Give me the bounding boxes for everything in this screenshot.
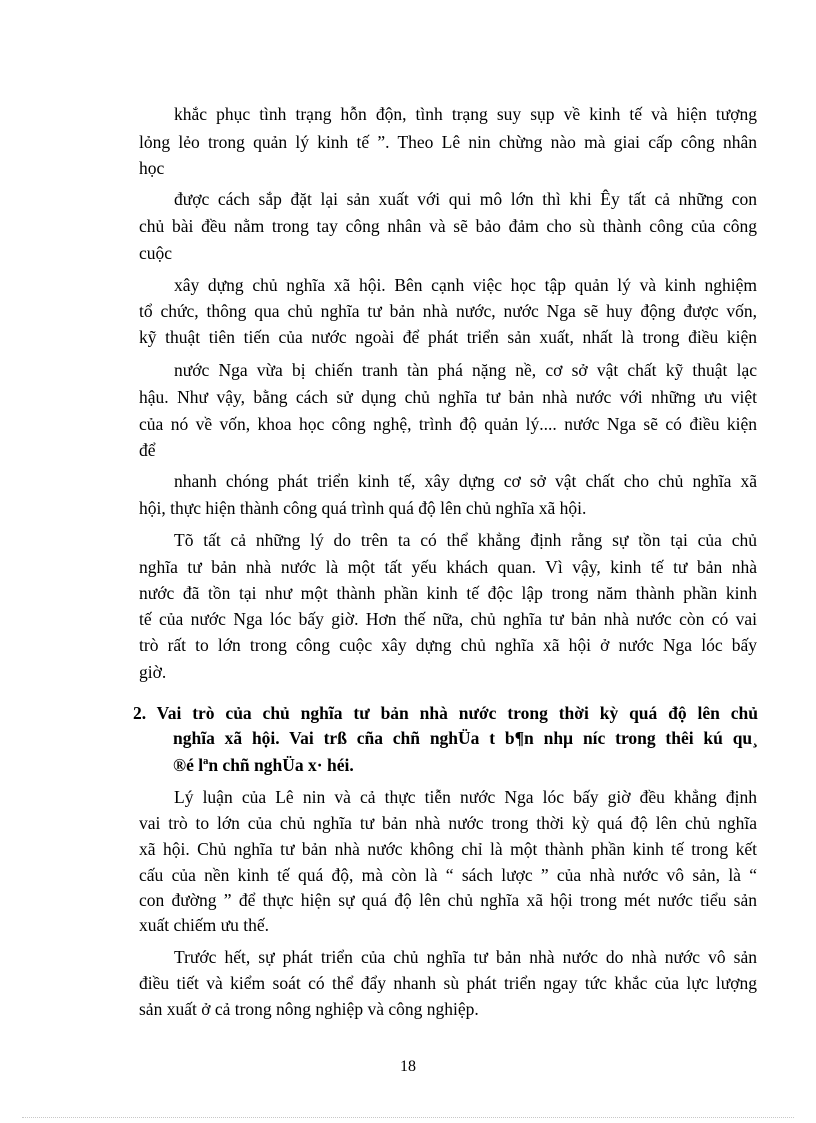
text-line: được cách sắp đặt lại sản xuất với qui mô lớn thì khi Êy tất cả những con [174,189,757,209]
heading-line: 2. Vai trò của chủ nghĩa tư bản nhà nước trong thời kỳ quá độ lên chủ [133,703,758,723]
text-line: của nó về vốn, khoa học công nghệ, trình độ quản lý.... nước Nga sẽ có điều kiện [139,414,757,434]
text-line: nghĩa tư bản nhà nước là một tất yếu khách quan. Vì vậy, kinh tế tư bản nhà [139,557,757,577]
text-line: nước Nga vừa bị chiến tranh tàn phá nặng nề, cơ sở vật chất kỹ thuật lạc [174,360,757,380]
text-line: điều tiết và kiểm soát có thể đẩy nhanh sù phát triển ngay tức khắc của lực lượng [139,973,757,993]
heading-line: ®é lªn chñ nghÜa x· héi. [173,755,354,775]
text-line: trò rất to lớn trong công cuộc xây dựng chủ nghĩa xã hội ở nước Nga lóc bấy [139,635,757,655]
heading-line: nghĩa xã hội. Vai trß cña chñ nghÜa t b¶n nhµ níc trong thêi kú qu¸ [173,728,758,748]
text-line: xây dựng chủ nghĩa xã hội. Bên cạnh việc học tập quản lý và kinh nghiệm [174,275,757,295]
text-line: hậu. Như vậy, bằng cách sử dụng chủ nghĩa tư bản nhà nước với những ưu việt [139,387,757,407]
text-line: Trước hết, sự phát triển của chủ nghĩa tư bản nhà nước do nhà nước vô sản [174,947,757,967]
text-line: nước đã tồn tại như một thành phần kinh tế độc lập trong năm thành phần kinh [139,583,757,603]
text-line: giờ. [139,662,167,682]
text-line: xuất chiếm ưu thế. [139,915,270,935]
text-line: sản xuất ở cả trong nông nghiệp và công nghiệp. [139,999,479,1019]
text-line: Lý luận của Lê nin và cả thực tiễn nước Nga lóc bấy giờ đều khẳng định [174,787,757,807]
text-line: khắc phục tình trạng hỗn độn, tình trạng suy sụp về kinh tế và hiện tượng [174,104,757,124]
text-line: cuộc [139,243,173,263]
text-line: vai trò to lớn của chủ nghĩa tư bản nhà nước trong thời kỳ quá độ lên chủ nghĩa [139,813,757,833]
text-line: lỏng lẻo trong quản lý kinh tế ”. Theo Lê nin chừng nào mà giai cấp công nhân [139,132,757,152]
page-number: 18 [400,1058,416,1075]
text-line: con đường ” để thực hiện sự quá độ lên chủ nghĩa xã hội trong mét nước tiểu sản [139,890,757,910]
text-line: tế của nước Nga lóc bấy giờ. Hơn thế nữa, chủ nghĩa tư bản nhà nước còn có vai [139,609,757,629]
text-line: tổ chức, thông qua chủ nghĩa tư bản nhà nước, nước Nga sẽ huy động được vốn, [139,301,757,321]
text-line: để [139,440,156,460]
page-bottom-divider [22,1117,794,1118]
text-line: cấu của nền kinh tế quá độ, mà còn là “ sách lược ” của nhà nước vô sản, là “ [139,865,757,885]
text-line: nhanh chóng phát triển kinh tế, xây dựng cơ sở vật chất cho chủ nghĩa xã [174,471,757,491]
text-line: Tõ tất cả những lý do trên ta có thể khẳng định rằng sự tồn tại của chủ [174,530,757,550]
text-line: học [139,158,165,178]
text-line: xã hội. Chủ nghĩa tư bản nhà nước không chỉ là một thành phần kinh tế trong kết [139,839,757,859]
text-line: chủ bài đều nằm trong tay công nhân và sẽ bảo đảm cho sù thành công của công [139,216,757,236]
text-line: kỹ thuật tiên tiến của nước ngoài để phát triển sản xuất, nhất là trong điều kiện [139,327,757,347]
text-line: hội, thực hiện thành công quá trình quá độ lên chủ nghĩa xã hội. [139,498,587,518]
